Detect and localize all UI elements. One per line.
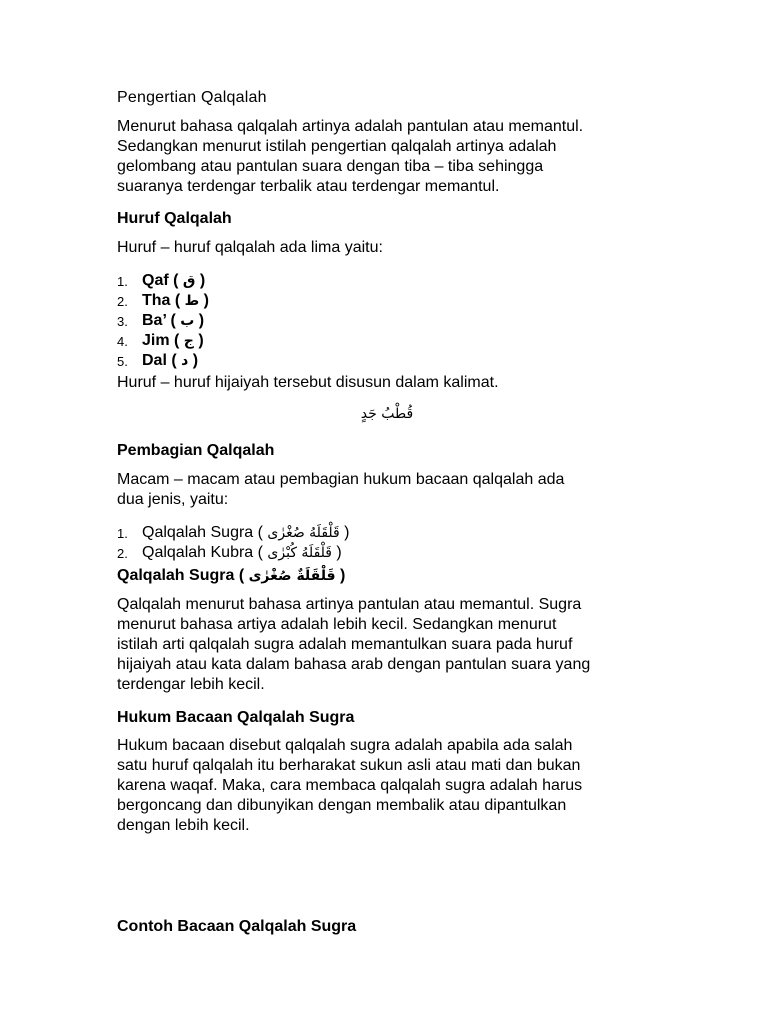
letter-name: Dal	[142, 352, 167, 369]
arabic-letter: ق	[182, 273, 196, 289]
text-line: terdengar lebih kecil.	[117, 676, 265, 693]
text-line: Sedangkan menurut istilah pengertian qalqalah artinya adalah	[117, 138, 557, 155]
list-item: 5. Dal ( د )	[117, 351, 517, 371]
item-name: Qalqalah Kubra	[142, 544, 254, 561]
text-line: suaranya terdengar terbalik atau terdengar memantul.	[117, 178, 500, 195]
heading-sugra: Qalqalah Sugra ( قَلْقَلَةٌ صُغْرٰى )	[117, 567, 346, 584]
arabic-term: قَلْقَلَهُ كُبْرٰى	[267, 545, 332, 561]
letter-name: Ba’	[142, 312, 167, 329]
arabic-phrase: قُطْبُ جَدٍ	[360, 406, 414, 422]
paragraph-huruf-outro	[117, 373, 657, 393]
arabic-letter: ب	[180, 313, 195, 329]
list-item: 2. Qalqalah Kubra ( قَلْقَلَهُ كُبْرٰى )	[117, 543, 517, 563]
list-number: 3.	[117, 314, 128, 329]
heading-contoh: Contoh Bacaan Qalqalah Sugra	[117, 918, 357, 935]
paragraph-sugra	[117, 595, 657, 695]
text-line: Huruf – huruf hijaiyah tersebut disusun dalam kalimat.	[117, 374, 499, 391]
text-line: dengan lebih kecil.	[117, 817, 250, 834]
list-item: 1. Qaf ( ق )	[117, 271, 517, 291]
paragraph-hukum	[117, 736, 657, 836]
list-huruf	[117, 271, 517, 371]
text-line: satu huruf qalqalah itu berharakat sukun asli atau mati dan bukan	[117, 757, 581, 774]
text-line: Menurut bahasa qalqalah artinya adalah pantulan atau memantul.	[117, 118, 584, 135]
text-line: karena waqaf. Maka, cara membaca qalqalah sugra adalah harus	[117, 777, 583, 794]
arabic-letter: ط	[184, 293, 200, 309]
arabic-letter: د	[181, 353, 189, 369]
letter-name: Jim	[142, 332, 170, 349]
letter-name: Qaf	[142, 272, 169, 289]
heading-pengertian: Pengertian Qalqalah	[117, 89, 267, 106]
text-line: Hukum bacaan disebut qalqalah sugra adalah apabila ada salah	[117, 737, 573, 754]
text-line: dua jenis, yaitu:	[117, 491, 229, 508]
list-item: 2. Tha ( ط )	[117, 291, 517, 311]
list-number: 4.	[117, 334, 128, 349]
letter-name: Tha	[142, 292, 171, 309]
text-line: Macam – macam atau pembagian hukum bacaan qalqalah ada	[117, 471, 565, 488]
text-line: hijaiyah atau kata dalam bahasa arab dengan pantulan suara yang	[117, 656, 591, 673]
list-item: 3. Ba’ ( ب )	[117, 311, 517, 331]
heading-sugra-text: Qalqalah Sugra	[117, 567, 235, 584]
list-item: 1. Qalqalah Sugra ( قَلْقَلَهُ صُغْرٰى )	[117, 523, 517, 543]
item-name: Qalqalah Sugra	[142, 524, 254, 541]
paragraph-pengertian	[117, 117, 657, 197]
list-number: 2.	[117, 546, 128, 561]
text-line: gelombang atau pantulan suara dengan tiba – tiba sehingga	[117, 158, 544, 175]
text-line: menurut bahasa artiya adalah lebih kecil. Sedangkan menurut	[117, 616, 557, 633]
heading-hukum: Hukum Bacaan Qalqalah Sugra	[117, 709, 355, 726]
arabic-letter: ج	[183, 333, 194, 349]
heading-huruf: Huruf Qalqalah	[117, 210, 232, 227]
text-line: Huruf – huruf qalqalah ada lima yaitu:	[117, 239, 383, 256]
arabic-term: قَلْقَلَهُ صُغْرٰى	[267, 525, 340, 541]
text-line: istilah arti qalqalah sugra adalah memantulkan suara pada huruf	[117, 636, 573, 653]
heading-sugra-arabic: قَلْقَلَةٌ صُغْرٰى	[248, 568, 336, 584]
paragraph-pembagian	[117, 470, 657, 510]
text-line: Qalqalah menurut bahasa artinya pantulan atau memantul. Sugra	[117, 596, 582, 613]
text-line: bergoncang dan dibunyikan dengan membalik atau dipantulkan	[117, 797, 567, 814]
list-item: 4. Jim ( ج )	[117, 331, 517, 351]
list-number: 5.	[117, 354, 128, 369]
list-number: 2.	[117, 294, 128, 309]
list-pembagian	[117, 523, 517, 563]
list-number: 1.	[117, 274, 128, 289]
heading-pembagian: Pembagian Qalqalah	[117, 442, 275, 459]
paragraph-huruf-intro	[117, 238, 657, 258]
list-number: 1.	[117, 526, 128, 541]
